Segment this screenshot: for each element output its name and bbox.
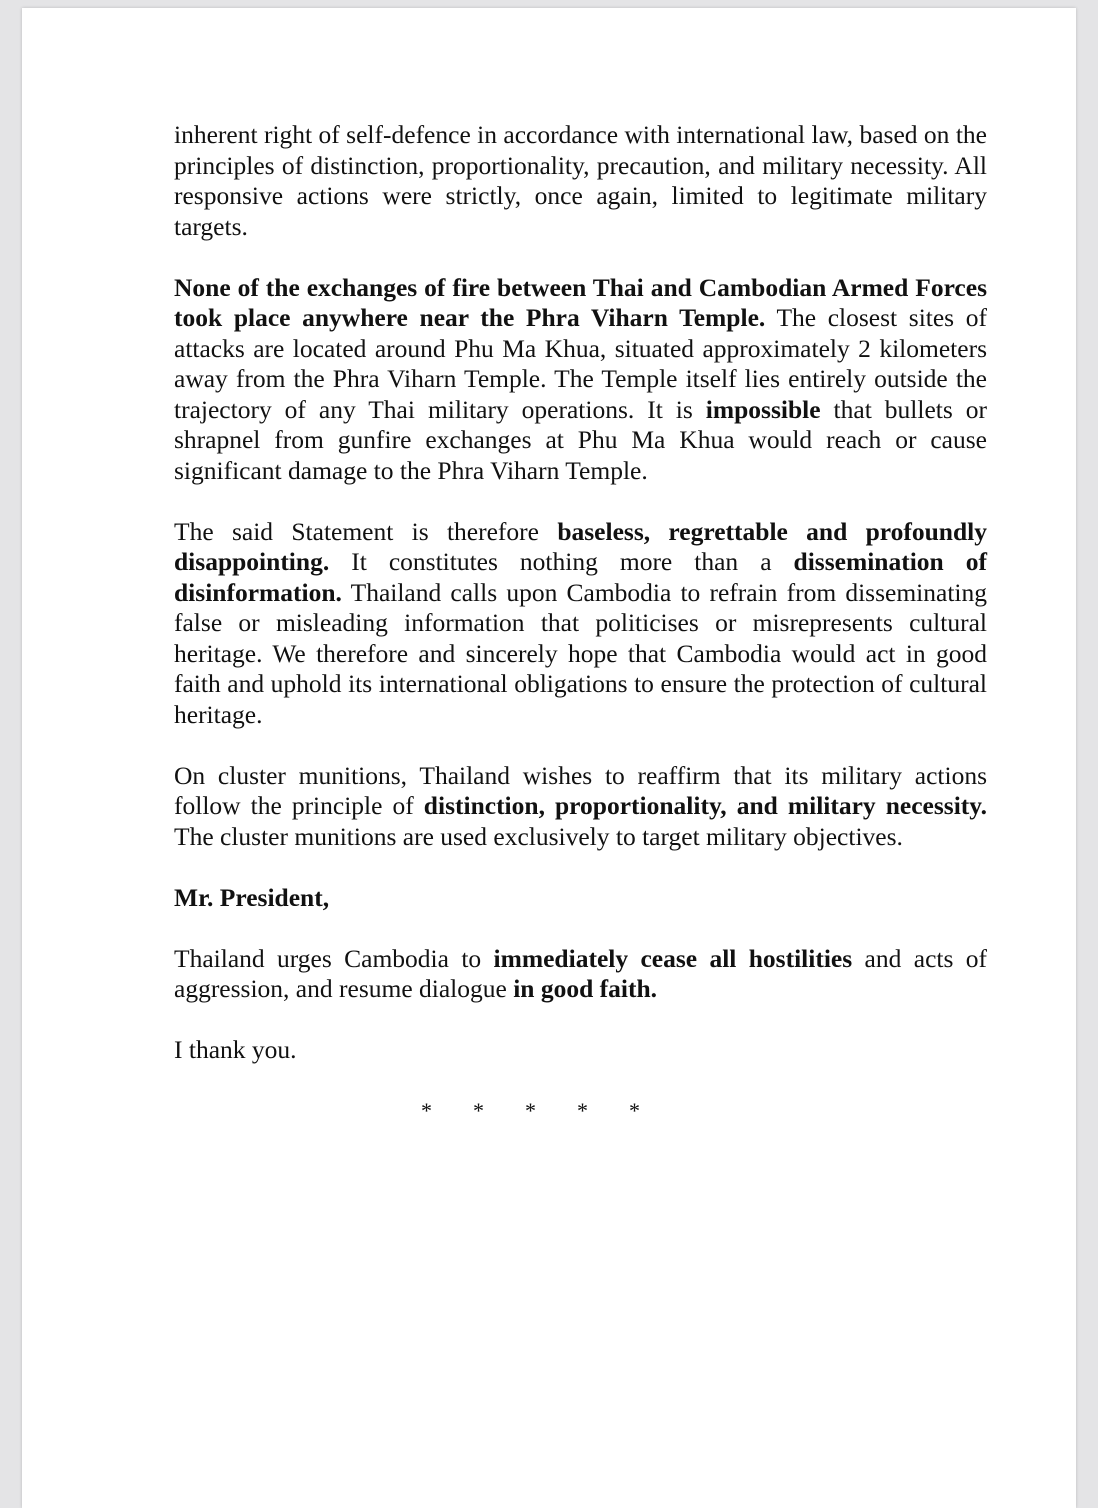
text-segment: The closest sites of attacks are located around Phu Ma Khua, situated approximately 2 kilometers away from the Phra Viharn Temple. The Temple itself lies entirely outside the trajectory of any Thai military operations. It is bbox=[174, 303, 987, 424]
bold-text: Mr. President, bbox=[174, 882, 330, 912]
text-segment: The cluster munitions are used exclusively to target military objectives. bbox=[174, 821, 903, 851]
asterisk: * bbox=[577, 1098, 588, 1123]
bold-text: in good faith. bbox=[513, 974, 658, 1003]
bold-text: baseless, regrettable and profoundly disappointing. bbox=[174, 516, 988, 576]
text-segment: Thailand urges Cambodia to bbox=[174, 943, 494, 973]
text-segment: The said Statement is therefore bbox=[174, 516, 558, 546]
document-page bbox=[22, 8, 1076, 1508]
paragraph-p7 bbox=[174, 1035, 987, 1066]
paragraph-p4 bbox=[174, 761, 987, 853]
text-segment: inherent right of self-defence in accordance with international law, based on the principles of distinction, proportionality, precaution, and military necessity. All responsive actions were strictly, once again, limited to legitimate military targets. bbox=[174, 120, 987, 241]
text-segment: I thank you. bbox=[174, 1035, 297, 1064]
asterisk: * bbox=[421, 1098, 432, 1123]
paragraph-p5 bbox=[174, 883, 987, 914]
bold-text: distinction, proportionality, and military necessity. bbox=[423, 791, 988, 820]
asterisk: * bbox=[629, 1098, 640, 1123]
paragraph-p3 bbox=[174, 517, 987, 731]
bold-text: impossible bbox=[705, 394, 821, 424]
paragraph-list bbox=[174, 120, 987, 1066]
bold-text: None of the exchanges of fire between Thai and Cambodian Armed Forces took place anywhere near the Phra Viharn Temple. bbox=[174, 272, 987, 332]
paragraph-p2 bbox=[174, 273, 987, 487]
bold-text: dissemination of disinformation. bbox=[174, 547, 987, 607]
end-mark bbox=[174, 1096, 987, 1126]
paragraph-p1 bbox=[174, 120, 987, 242]
bold-text: immediately cease all hostilities bbox=[493, 943, 853, 973]
asterisk: * bbox=[525, 1098, 536, 1123]
asterisk: * bbox=[473, 1098, 484, 1123]
paragraph-p6 bbox=[174, 944, 987, 1005]
text-segment: that bullets or shrapnel from gunfire exchanges at Phu Ma Khua would reach or cause significant damage to the Phra Viharn Temple. bbox=[174, 394, 987, 485]
text-segment: and acts of aggression, and resume dialogue bbox=[174, 943, 988, 1003]
text-segment: Thailand calls upon Cambodia to refrain from disseminating false or misleading information that politicises or misrepresents cultural heritage. We therefore and sincerely hope that Cambodia would act in good faith and uphold its international obligations to ensure the protection of cultural heritage. bbox=[174, 577, 987, 729]
document-body bbox=[174, 120, 987, 1126]
text-segment: It constitutes nothing more than a bbox=[329, 547, 794, 576]
text-segment: On cluster munitions, Thailand wishes to reaffirm that its military actions follow the principle of bbox=[174, 760, 987, 820]
